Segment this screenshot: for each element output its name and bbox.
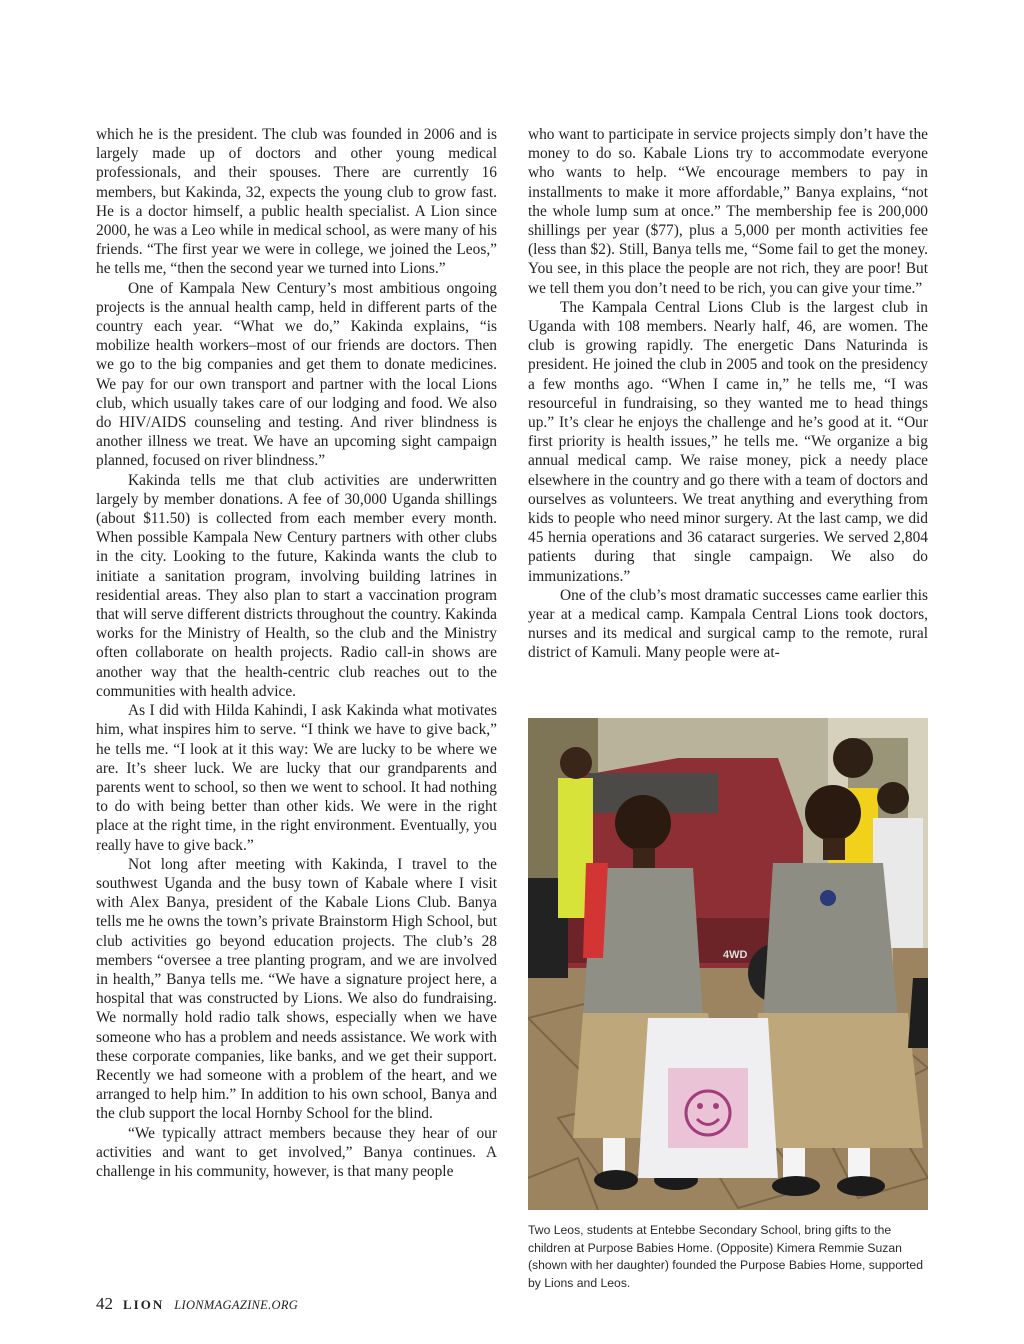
photo-caption: Two Leos, students at Entebbe Secondary School, bring gifts to the children at Purpose Babies Home. (Opposite) Kimera Remmie Suzan (shown with her daughter) founded the Purpose Babies Home, supported by Lions and Leos. <box>528 1223 923 1290</box>
truck-badge: 4WD <box>723 949 748 961</box>
article-column-left <box>96 125 497 1181</box>
article-paragraph: One of the club’s most dramatic successes came earlier this year at a medical camp. Kampala Central Lions took doctors, nurses and its medical and surgical camp to the remote, rural district of Kamuli. Many people were at- <box>528 586 928 662</box>
article-paragraph: which he is the president. The club was founded in 2006 and is largely made up of doctors and other young medical professionals, and their spouses. There are currently 16 members, but Kakinda, 32, expects the young club to grow fast. He is a doctor himself, a public health specialist. A Lion since 2000, he was a Leo while in medical school, as were many of his friends. “The first year we were in college, we joined the Leos,” he tells me, “then the second year we turned into Lions.” <box>96 126 497 278</box>
magazine-url: LIONMAGAZINE.ORG <box>174 1298 299 1312</box>
article-paragraph: The Kampala Central Lions Club is the largest club in Uganda with 108 members. Nearly half, 46, are women. The club is growing rapidly. The energetic Dans Naturinda is president. He joined the club in 2005 and took on the presidency a few months ago. “When I came in,” he tells me, “I was resourceful in fundraising, so they wanted me to head things up.” It’s clear he enjoys the challenge and he’s good at it. “Our first priority is health issues,” he tells me. “We organize a big annual medical camp. We raise money, pick a needy place elsewhere in the country and go there with a team of doctors and ourselves as volunteers. We treat anything and everything from kids to people who need minor surgery. At the last camp, we did 45 hernia operations and 36 cataract surgeries. We served 2,804 patients during that single campaign. We also do immunizations.” <box>528 298 928 585</box>
page-number: 42 <box>96 1294 113 1313</box>
article-photo <box>528 718 928 1210</box>
article-paragraph: As I did with Hilda Kahindi, I ask Kakinda what motivates him, what inspires him to serve. “I think we have to give back,” he tells me. “I look at it this way: We are lucky to be where we are. It’s sheer luck. We are lucky that our grandparents and parents went to school, so then we went to school. It had nothing to do with being better than other kids. We were in the right place at the right time, in the right environment. Eventually, you really have to give back.” <box>96 702 497 854</box>
page-footer <box>96 1294 298 1314</box>
article-paragraph: who want to participate in service projects simply don’t have the money to do so. Kabale Lions try to accommodate everyone who wants to help. “We encourage members to pay in installments to make it more affordable,” Banya explains, “not the whole lump sum at once.” The membership fee is 200,000 shillings per year ($77), plus a 5,000 per month activities fee (less than $2). Still, Banya tells me, “Some fail to get the money. You see, in this place the people are not rich, they are poor! But we tell them you don’t need to be rich, you can give your time.” <box>528 126 928 297</box>
article-paragraph: “We typically attract members because they hear of our activities and want to get involved,” Banya continues. A challenge in his community, however, is that many people <box>96 1124 497 1180</box>
article-paragraph: Not long after meeting with Kakinda, I travel to the southwest Uganda and the busy town of Kabale where I visit with Alex Banya, president of the Kabale Lions Club. Banya tells me he owns the town’s private Brainstorm High School, but club activities go beyond education projects. The club’s 28 members “oversee a tree planting program, and we are involved in health,” Banya tells me. “We have a signature project here, a hospital that was constructed by Lions. We also do fundraising. We normally hold radio talk shows, especially when we have someone who has a problem and needs assistance. We work with these corporate companies, like banks, and we get their support. Recently we had someone with a problem of the heart, and we arranged to help him.” In addition to his own school, Banya and the club support the local Hornby School for the blind. <box>96 855 497 1123</box>
magazine-name: LION <box>123 1297 165 1312</box>
article-column-right <box>528 125 928 663</box>
article-paragraph: Kakinda tells me that club activities are underwritten largely by member donations. A fee of 30,000 Uganda shillings (about $11.50) is collected from each member every month. When possible Kampala New Century partners with other clubs in the city. Looking to the future, Kakinda wants the club to initiate a sanitation program, involving building latrines in residential areas. They also plan to start a vaccination program that will serve different districts throughout the country. Kakinda works for the Ministry of Health, so the club and the Ministry often collaborate on health projects. Radio call-in shows are another way that the health-centric club reaches out to the communities with health advice. <box>96 471 497 700</box>
article-paragraph: One of Kampala New Century’s most ambitious ongoing projects is the annual health camp, held in different parts of the country each year. “What we do,” Kakinda explains, “is mobilize health workers–most of our friends are doctors. Then we go to the big companies and get them to donate medicines. We pay for our own transport and partner with the local Lions club, which usually takes care of our lodging and food. We also do HIV/AIDS counseling and testing. And river blindness is another illness we treat. We have an upcoming sight campaign planned, focused on river blindness.” <box>96 279 497 470</box>
